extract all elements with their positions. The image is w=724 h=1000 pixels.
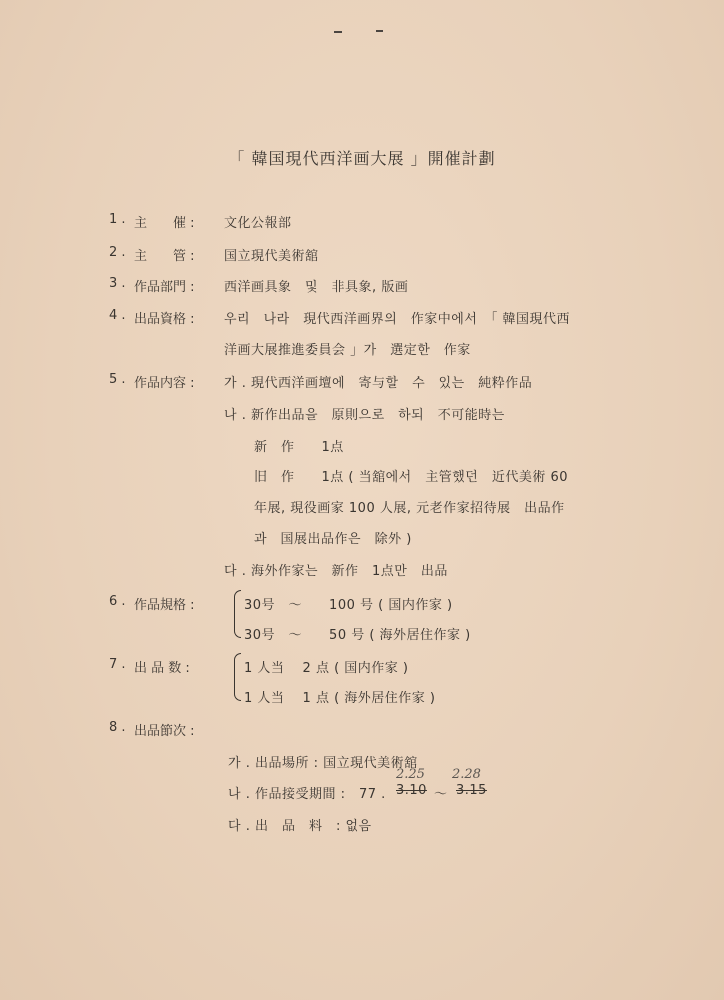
period-start-original: 3.10 (396, 783, 427, 798)
item-1-label: 主 催 : (134, 216, 195, 231)
item-1-number: 1 . (109, 212, 126, 227)
item-4-number: 4 . (109, 308, 126, 323)
item-8-line: 나 . 作品接受期間 : 77 . (228, 787, 386, 802)
item-5-line: 新 作 1点 (254, 440, 344, 455)
item-5-line: 과 国展出品作은 除外 ) (254, 532, 412, 547)
item-4-value-continued: 洋画大展推進委員会 」가 選定한 作家 (224, 343, 471, 358)
period-start-handwritten: 2.25 (396, 767, 425, 782)
item-7-number: 7 . (109, 657, 126, 672)
top-mark (376, 30, 383, 32)
item-5-number: 5 . (109, 372, 126, 387)
top-mark (334, 31, 342, 33)
item-8-number: 8 . (109, 720, 126, 735)
item-6-line: 30号 ～ 50 号 ( 海外居住作家 ) (244, 628, 471, 643)
item-7-brace (234, 653, 241, 701)
item-5-label: 作品内容 : (134, 376, 195, 391)
item-6-line: 30号 ～ 100 号 ( 国内作家 ) (244, 598, 453, 613)
item-2-label: 主 管 : (134, 249, 195, 264)
item-6-number: 6 . (109, 594, 126, 609)
item-7-line: 1 人当 2 点 ( 国内作家 ) (244, 661, 409, 676)
item-5-line: 나 . 新作出品을 原則으로 하되 不可能時는 (224, 408, 505, 423)
item-2-number: 2 . (109, 245, 126, 260)
item-4-value: 우리 나라 現代西洋画界의 作家中에서 「 韓国現代西 (224, 312, 571, 327)
item-8-line: 다 . 出 品 料 : 없음 (228, 819, 372, 834)
item-3-number: 3 . (109, 276, 126, 291)
item-5-line: 年展, 現役画家 100 人展, 元老作家招待展 出品作 (254, 501, 565, 516)
period-separator: ～ (434, 787, 448, 802)
item-8-line: 가 . 出品場所 : 国立現代美術舘 (228, 756, 418, 771)
item-1-value: 文化公報部 (224, 216, 292, 231)
item-3-label: 作品部門 : (134, 280, 195, 295)
item-3-value: 西洋画具象 및 非具象, 版画 (224, 280, 409, 295)
item-7-line: 1 人当 1 点 ( 海外居住作家 ) (244, 691, 436, 706)
item-6-brace (234, 590, 241, 638)
item-7-label: 出 品 数 : (134, 661, 190, 676)
item-5-line: 旧 作 1点 ( 当舘에서 主管했던 近代美術 60 (254, 470, 569, 485)
period-end-original: 3.15 (456, 783, 487, 798)
item-8-label: 出品節次 : (134, 724, 195, 739)
item-4-label: 出品資格 : (134, 312, 195, 327)
document-title: 「 韓国現代西洋画大展 」開催計劃 (228, 149, 496, 168)
item-5-line: 다 . 海外作家는 新作 1点만 出品 (224, 564, 448, 579)
period-end-handwritten: 2.28 (452, 767, 481, 782)
item-2-value: 国立現代美術舘 (224, 249, 319, 264)
item-5-line: 가 . 現代西洋画壇에 寄与할 수 있는 純粋作品 (224, 376, 533, 391)
item-6-label: 作品規格 : (134, 598, 195, 613)
